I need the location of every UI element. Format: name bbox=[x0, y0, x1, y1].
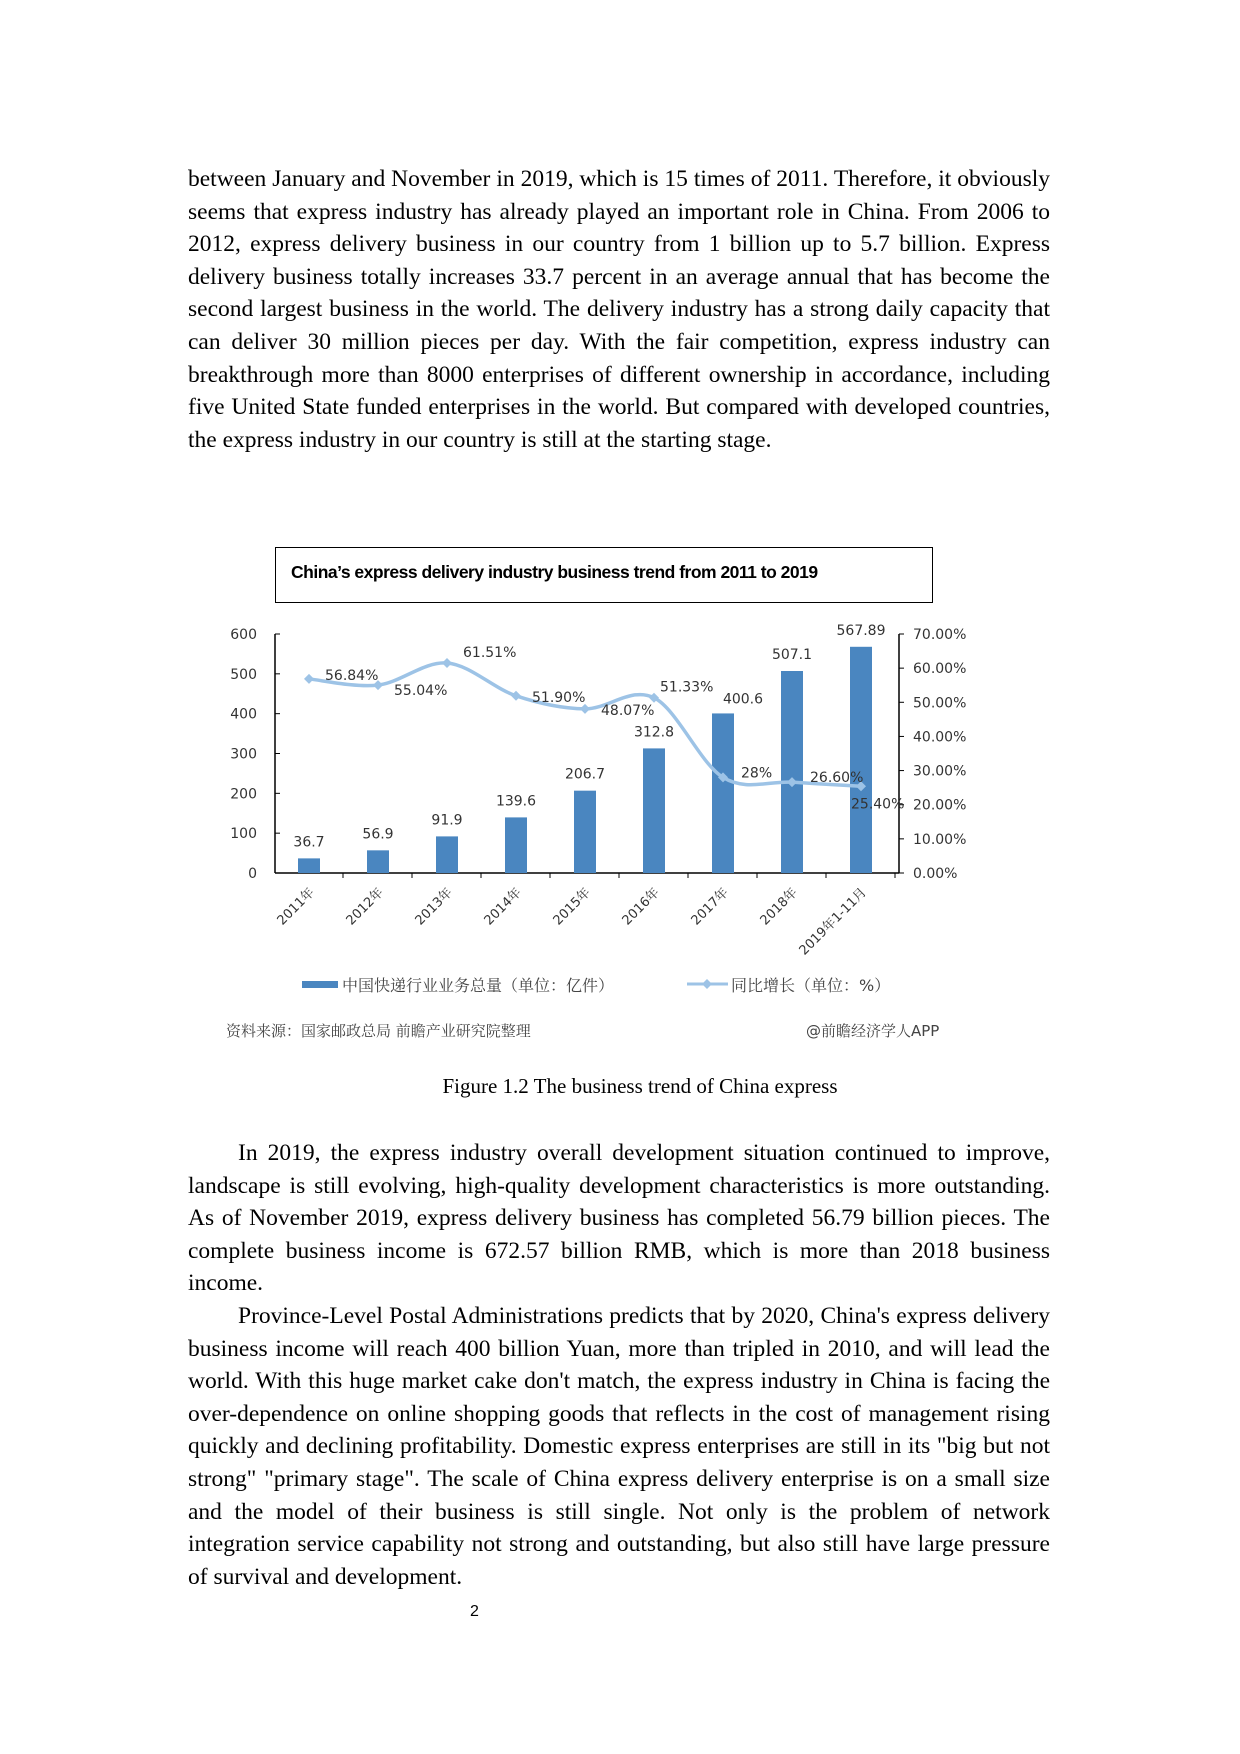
bar-label: 206.7 bbox=[564, 766, 606, 783]
legend-line-marker bbox=[702, 979, 712, 989]
paragraph-3: Province-Level Postal Administrations predicts that by 2020, China's express delivery business income will reach 400 billion Yuan, more than tripled in 2010, and will lead the world. With this huge market cake don't match, the express industry in China is facing the over-dependence on online shopping goods that reflects in the cost of management rising quickly and declining profitability. Domestic express enterprises are still in its "big but not strong" "primary stage". The scale of China express delivery enterprise is on a small size and the model of their business is still single. Not only is the problem of network integration service capability not strong and outstanding, but also still have large pressure of survival and development. bbox=[188, 1303, 1050, 1590]
bar-label: 139.6 bbox=[495, 793, 537, 810]
legend-line-label: 同比增长（单位：%） bbox=[731, 976, 891, 995]
figure-caption: Figure 1.2 The business trend of China express bbox=[442, 1074, 838, 1098]
bar-label: 36.7 bbox=[293, 834, 325, 851]
growth-marker-2011年 bbox=[304, 674, 314, 684]
x-tick-label: 2017年 bbox=[688, 885, 732, 929]
x-tick-label: 2015年 bbox=[550, 885, 594, 929]
right-tick-label: 50.00% bbox=[913, 695, 967, 712]
bar-2015年 bbox=[574, 791, 596, 873]
bar-label: 400.6 bbox=[722, 691, 764, 708]
left-tick-label: 200 bbox=[230, 786, 257, 803]
bar-2018年 bbox=[781, 671, 803, 873]
bar-2014年 bbox=[505, 817, 527, 873]
left-tick-label: 100 bbox=[230, 826, 257, 843]
x-tick-label: 2018年 bbox=[757, 885, 801, 929]
left-tick-label: 400 bbox=[230, 706, 257, 723]
bar-label: 56.9 bbox=[362, 826, 394, 843]
x-tick-label: 2019年1-11月 bbox=[796, 885, 870, 959]
growth-label: 51.33% bbox=[660, 679, 714, 696]
chart-title: China’s express delivery industry business trend from 2011 to 2019 bbox=[291, 562, 818, 582]
bar-2016年 bbox=[643, 748, 665, 873]
right-tick-label: 0.00% bbox=[913, 866, 958, 882]
x-tick-label: 2011年 bbox=[274, 885, 318, 929]
legend-bar-swatch bbox=[302, 981, 338, 988]
page-number: 2 bbox=[470, 1603, 479, 1620]
right-tick-label: 10.00% bbox=[913, 831, 967, 848]
growth-label: 48.07% bbox=[601, 702, 655, 719]
left-tick-label: 0 bbox=[248, 866, 257, 882]
growth-label: 61.51% bbox=[463, 644, 517, 661]
bar-2011年 bbox=[298, 858, 320, 873]
growth-label: 28% bbox=[741, 765, 773, 782]
x-tick-label: 2014年 bbox=[481, 885, 525, 929]
right-tick-label: 60.00% bbox=[913, 661, 967, 678]
x-tick-label: 2013年 bbox=[412, 885, 456, 929]
right-tick-label: 30.00% bbox=[913, 763, 967, 780]
growth-label: 51.90% bbox=[532, 689, 586, 706]
bar-label: 91.9 bbox=[431, 812, 463, 829]
bar-label: 567.89 bbox=[836, 622, 886, 639]
growth-marker-2014年 bbox=[511, 691, 521, 701]
bar-2012年 bbox=[367, 850, 389, 873]
growth-label: 55.04% bbox=[394, 683, 448, 700]
chart-source: 资料来源：国家邮政总局 前瞻产业研究院整理 bbox=[226, 1022, 531, 1040]
right-tick-label: 70.00% bbox=[913, 627, 967, 643]
bar-2019年1-11月 bbox=[850, 647, 872, 873]
right-tick-label: 40.00% bbox=[913, 729, 967, 746]
right-tick-label: 20.00% bbox=[913, 797, 967, 814]
growth-label: 25.40% bbox=[851, 796, 905, 813]
left-tick-label: 500 bbox=[230, 666, 257, 683]
bar-label: 507.1 bbox=[771, 647, 813, 664]
left-tick-label: 600 bbox=[230, 627, 257, 643]
x-tick-label: 2016年 bbox=[619, 885, 663, 929]
chart-credit: @前瞻经济学人APP bbox=[806, 1022, 940, 1040]
legend-bar-label: 中国快递行业业务总量（单位：亿件） bbox=[342, 976, 615, 995]
bar-label: 312.8 bbox=[633, 724, 675, 741]
growth-marker-2013年 bbox=[442, 658, 452, 668]
bar-2013年 bbox=[436, 836, 458, 873]
paragraph-1: between January and November in 2019, which is 15 times of 2011. Therefore, it obviously seems that express industry has already played an important role in China. From 2006 to 2012, express delivery business in our country from 1 billion up to 5.7 billion. Express delivery business totally increases 33.7 percent in an average annual that has become the second largest business in the world. The delivery industry has a strong daily capacity that can deliver 30 million pieces per day. With the fair competition, express industry can breakthrough more than 8000 enterprises of different ownership in accordance, including five United State funded enterprises in the world. But compared with developed countries, the express industry in our country is still at the starting stage. bbox=[188, 166, 1050, 453]
bar-2017年 bbox=[712, 713, 734, 873]
left-tick-label: 300 bbox=[230, 746, 257, 763]
x-tick-label: 2012年 bbox=[343, 885, 387, 929]
paragraph-2: In 2019, the express industry overall development situation continued to improve, landscape is still evolving, high-quality development characteristics is more outstanding. As of November 2019, express delivery business has completed 56.79 billion pieces. The complete business income is 672.57 billion RMB, which is more than 2018 business income. bbox=[188, 1140, 1050, 1297]
growth-label: 56.84% bbox=[325, 667, 379, 684]
growth-label: 26.60% bbox=[810, 770, 864, 787]
